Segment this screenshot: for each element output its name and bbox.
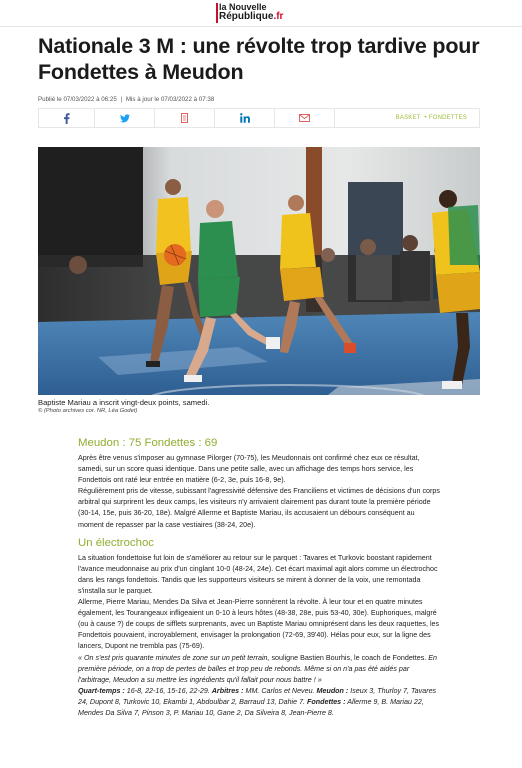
article-title: Nationale 3 M : une révolte trop tardive pour Fondettes à Meudon: [38, 34, 480, 84]
article-dates: [38, 96, 216, 103]
logo-line-1: la Nouvelle: [219, 2, 267, 12]
photo-caption: Baptiste Mariau a inscrit vingt-deux points, samedi.: [38, 398, 210, 407]
quote-attribution: souligne Bastien Bourhis, le coach de Fondettes.: [269, 653, 429, 662]
article-tags: [335, 115, 479, 121]
tag-basket[interactable]: BASKET: [395, 115, 421, 121]
meudon-label: Meudon :: [316, 686, 349, 695]
tag-separator: •: [424, 115, 427, 121]
logo-brand: République: [219, 11, 274, 22]
masthead: [0, 0, 522, 27]
photo-credit: © (Photo archives cor. NR, Léa Godet): [38, 408, 138, 414]
share-email-button[interactable]: [275, 109, 335, 127]
article-photo: [38, 147, 480, 395]
quote-part-1: « On s'est pris quarante minutes de zone sur un petit terrain,: [78, 653, 270, 662]
article-body: [78, 436, 440, 719]
logo-line-2: [219, 12, 283, 22]
print-button[interactable]: [155, 109, 215, 127]
site-logo[interactable]: [219, 2, 283, 22]
quarters-label: Quart-temps :: [78, 686, 125, 695]
fondettes-value: Allerme 9, B. Mariau 22, Mendes Da Silva 7, Pinson 3, P. Mariau 10, Gane 2, Da Silveira 8, Jean-Pierre 8.: [78, 697, 424, 717]
tag-fondettes[interactable]: FONDETTES: [428, 115, 467, 121]
share-bar: [38, 108, 480, 128]
twitter-icon: [120, 114, 130, 123]
fondettes-label: Fondettes :: [307, 697, 346, 706]
paragraph-1: Après être venus s'imposer au gymnase Pilorger (70-75), les Meudonnais ont confirmé chez eux ce résultat, samedi, sur un score quasi identique. Dans une petite salle, avec un affichage des temps hors service, les Fondettois ont raté leur entrée en matière (6-2, 3e, puis 16-8, 9e).: [78, 454, 420, 485]
print-icon: [180, 113, 189, 123]
quote-part-2: En première période, on a trop de pertes de balles et trop peu de rebonds. Même si on n'a pas été aidés par l'arbitrage, Meudon a su mettre les ingrédients qu'il fallait pour nous battre ! »: [78, 653, 438, 684]
date-separator: |: [120, 96, 123, 103]
logo-suffix: .fr: [273, 11, 284, 22]
referees-label: Arbitres :: [211, 686, 244, 695]
basketball-game-photo: [38, 147, 480, 395]
quarters-value: 16-8, 22-16, 15-16, 22-29.: [124, 686, 212, 695]
updated-date: Mis à jour le 07/03/2022 à 07:38: [125, 96, 215, 103]
paragraph-4: Allerme, Pierre Mariau, Mendes Da Silva et Jean-Pierre sonnèrent la révolte. À leur tour et en quatre minutes également, les Tourangeaux infligeaient un 0-10 à leurs hôtes (48-38, 28e, puis 53-40, 30e). Euphoriques, malgré (ou à cause ?) de coups de sifflets surprenants, avec un Baptiste Mariau omniprésent dans les deux raquettes, les Fondettois pouvaient, incroyablement, envisager la prolongation (72-69, 39'40). Hélas pour eux, sur la ligne des lancers, Dupont ne trembla pas (75-69).: [78, 598, 440, 651]
published-date: Publié le 07/03/2022 à 06:25: [38, 96, 117, 103]
referees-value: MM. Carlos et Neveu.: [243, 686, 317, 695]
section-heading-electrochoc: Un électrochoc: [78, 536, 154, 549]
match-sheet: [78, 686, 440, 719]
coach-quote: [78, 653, 440, 686]
share-twitter-button[interactable]: [95, 109, 155, 127]
logo-accent-bar: [216, 3, 218, 23]
paragraph-2: Régulièrement pris de vitesse, subissant l'agressivité défensive des Franciliens et victimes de décisions d'un corps arbitral qui surprirent les deux camps, les visiteurs n'y arrivaient clairement pas durant toute la première période (30-14, 15e, puis 36-20, 18e). Malgré Allerme et Baptiste Mariau, ils accusaient un débours conséquent au moment de repasser par la case vestiaires (38-24, 20e).: [78, 487, 440, 529]
player-green-far-right: [448, 205, 480, 265]
paragraph-3: La situation fondettoise fut loin de s'améliorer au retour sur le parquet : Tavares et Turkovic boostant rapidement l'avance meudonnaise au prix d'un cinglant 10-0 (48-24, 24e). Cet écart maximal agit alors comme un électrochoc dans les rangs fondettois. Tandis que les supporteurs visiteurs se mirent à donner de la voix, une remontada s'installa sur le parquet.: [78, 553, 438, 595]
share-linkedin-button[interactable]: [215, 109, 275, 127]
linkedin-icon: [240, 113, 250, 123]
meudon-value: Iseux 3, Thurloy 7, Tavares 24, Dupont 8, Turkovic 10, Ekambi 1, Abdoulbar 2, Barraud 13, Dahie 7.: [78, 686, 437, 706]
section-heading-score: Meudon : 75 Fondettes : 69: [78, 437, 218, 449]
email-icon: [299, 114, 310, 122]
facebook-icon: [63, 113, 70, 124]
share-facebook-button[interactable]: [39, 109, 95, 127]
